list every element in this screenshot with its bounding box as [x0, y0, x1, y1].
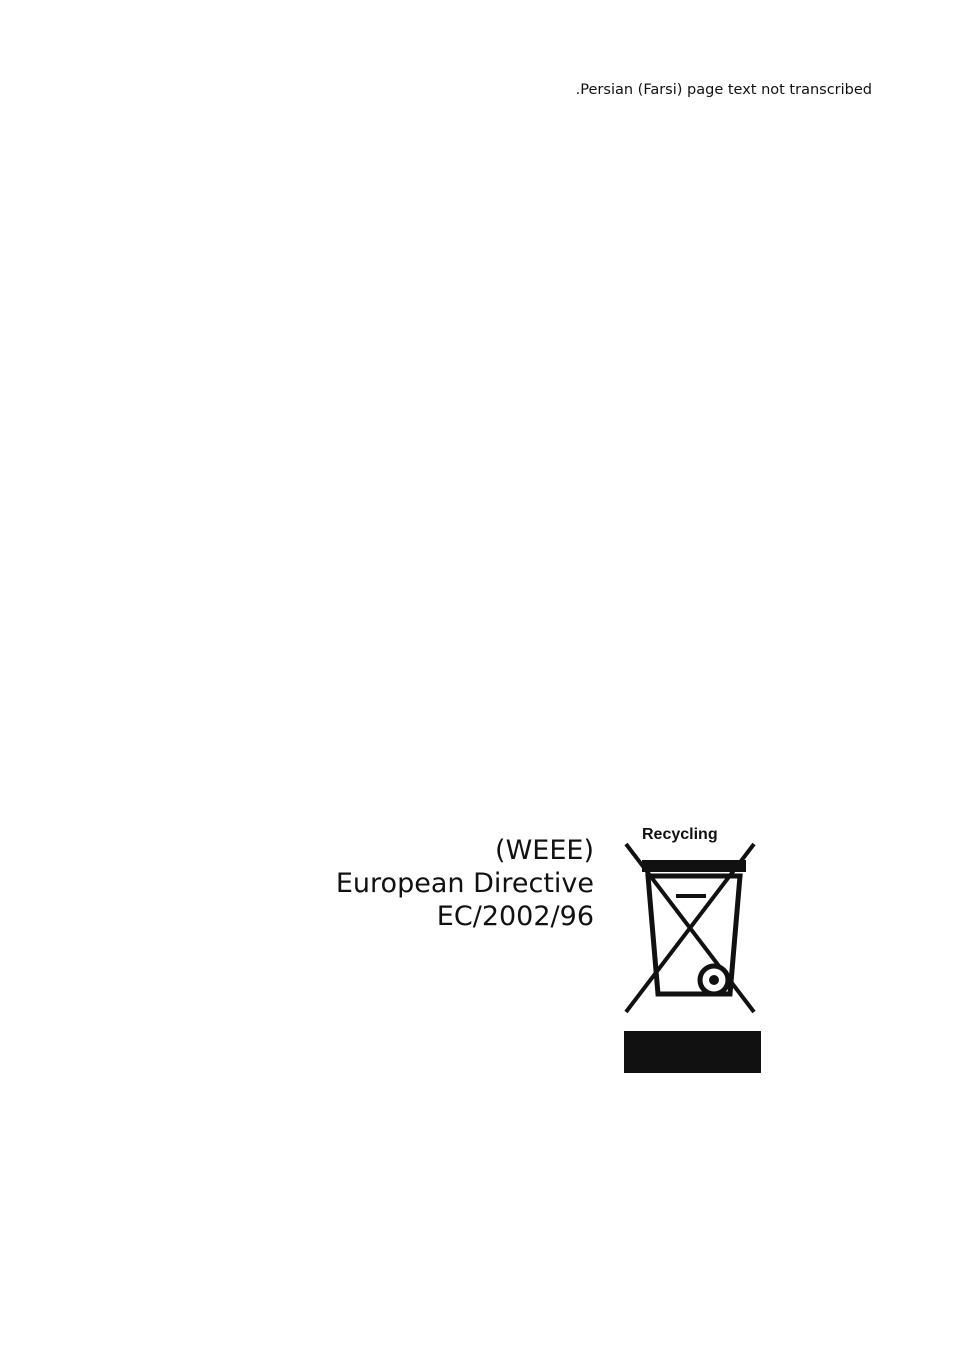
weee-acronym: (WEEE) [495, 835, 594, 866]
recycling-label: Recycling [642, 826, 718, 843]
weee-latin-terms [154, 834, 594, 933]
crossed-out-bin-icon [620, 838, 766, 1020]
untranscribed-notice: Persian (Farsi) page text not transcribed. [575, 82, 872, 98]
manual-intro [80, 78, 872, 102]
black-bar [624, 1031, 761, 1073]
directive-name: European Directive [335, 868, 594, 899]
directive-number: 2002/96/EC [436, 901, 594, 932]
